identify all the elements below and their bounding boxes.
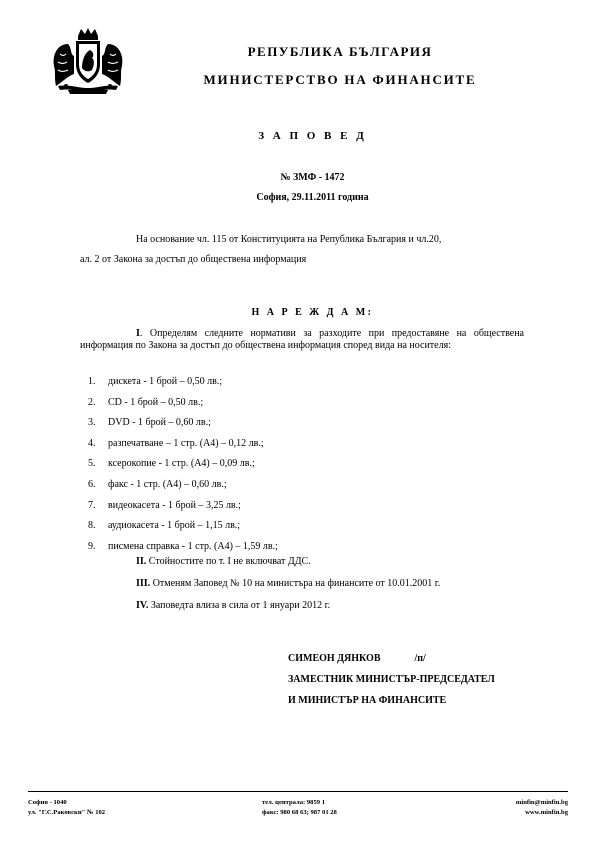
list-item: 3. DVD - 1 брой – 0,60 лв.; [88, 417, 211, 429]
point-1-number: I [136, 328, 140, 339]
document-number: № ЗМФ - 1472 [280, 172, 345, 183]
country-name: РЕПУБЛИКА БЪЛГАРИЯ [247, 44, 433, 59]
signatory-title-1: ЗАМЕСТНИК МИНИСТЪР-ПРЕДСЕДАТЕЛ [288, 674, 495, 685]
list-item: 1. дискета - 1 брой – 0,50 лв.; [88, 376, 223, 387]
point-4: IV. Заповедта влиза в сила от 1 януари 2012 г. [136, 600, 331, 611]
tariff-list [88, 375, 278, 560]
list-item: 6. факс - 1 стр. (А4) – 0,60 лв.; [88, 478, 227, 490]
signatory-title-2: И МИНИСТЪР НА ФИНАНСИТЕ [288, 695, 447, 706]
footer-phones: тел. централа: 9859 1 факс: 980 68 63; 987 01 28 [262, 799, 337, 816]
list-item: 4. разпечатване – 1 стр. (А4) – 0,12 лв.; [88, 437, 264, 449]
footer-address: София - 1040 ул. "Г.С.Раковски" № 102 [28, 799, 106, 816]
legal-basis [80, 230, 520, 270]
point-1-paragraph [80, 328, 524, 352]
legal-basis-line2: ал. 2 от Закона за достъп до обществена информация [80, 254, 307, 265]
point-2: II. Стойностите по т. I не включват ДДС. [136, 556, 311, 567]
list-item: 8. аудиокасета - 1 брой – 1,15 лв.; [88, 520, 241, 532]
list-item: 2. CD - 1 брой – 0,50 лв.; [88, 396, 204, 408]
footer-contacts [466, 798, 568, 818]
ministry-name: МИНИСТЕРСТВО НА ФИНАНСИТЕ [203, 72, 477, 87]
signatory-name: СИМЕОН ДЯНКОВ [288, 653, 381, 664]
document-title: З А П О В Е Д [258, 130, 367, 142]
signature-block [288, 653, 495, 716]
legal-basis-line1: На основание чл. 115 от Конституцията на Република България и чл.20, [136, 234, 442, 245]
remaining-points [136, 556, 440, 622]
signed-mark: /п/ [414, 653, 426, 664]
order-heading: Н А Р Е Ж Д А М: [251, 307, 374, 318]
footer-divider [28, 791, 568, 792]
footer-website: www.minfin.bg [525, 809, 568, 816]
document-place-date: София, 29.11.2011 година [256, 192, 369, 203]
list-item: 7. видеокасета - 1 брой – 3,25 лв.; [88, 499, 241, 511]
list-item: 5. ксерокопие - 1 стр. (А4) – 0,09 лв.; [88, 458, 255, 470]
point-1-text: . Определям следните нормативи за разходите при предоставяне на обществена информация по Закона за достъп до обществена информация според вида на носителя: [80, 328, 524, 351]
list-item: 9. писмена справка - 1 стр. (А4) – 1,59 лв.; [88, 540, 278, 552]
footer-email: minfin@minfin.bg [515, 799, 568, 806]
point-3: III. Отменям Заповед № 10 на министъра на финансите от 10.01.2001 г. [136, 578, 441, 589]
